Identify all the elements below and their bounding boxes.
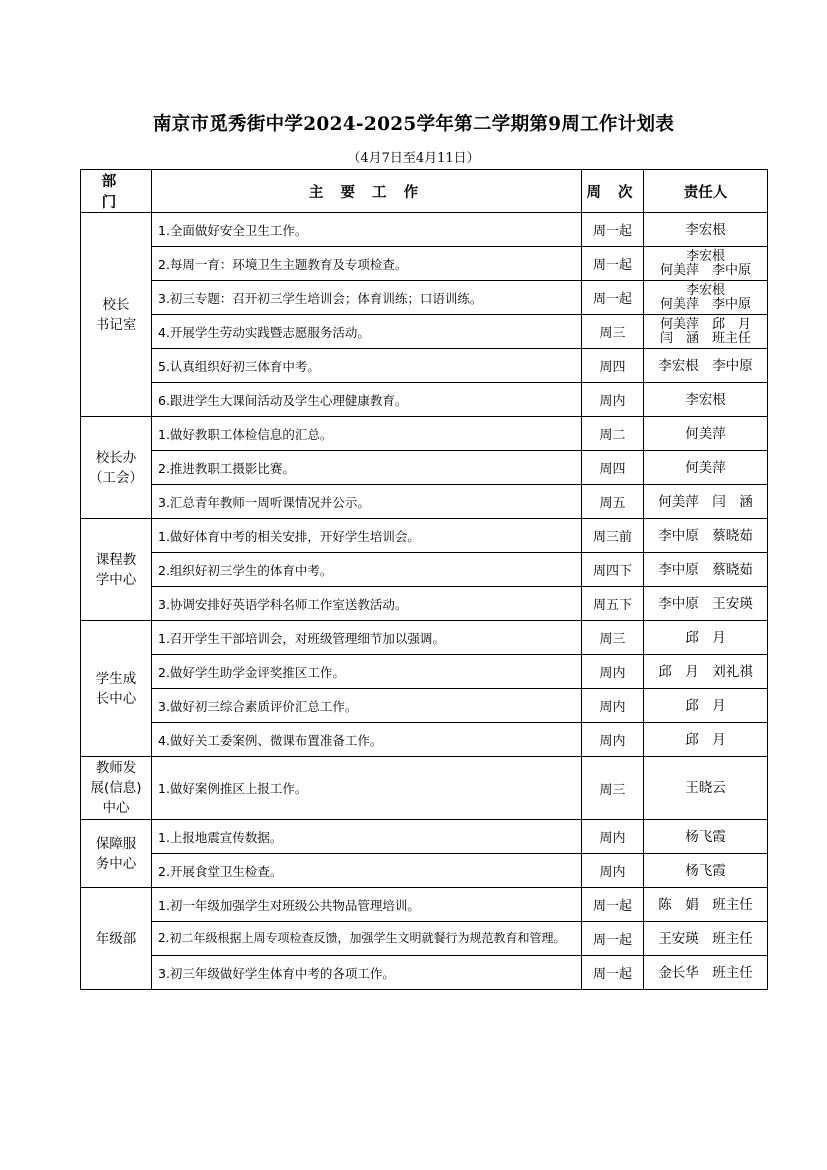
table-row [81, 621, 768, 655]
table-row [81, 315, 768, 349]
work-item-cell: 1.做好体育中考的相关安排，开好学生培训会。 [152, 519, 582, 553]
table-row [81, 281, 768, 315]
department-cell: 校长办 （工会） [81, 417, 152, 519]
week-cell: 周三 [582, 621, 644, 655]
table-row [81, 689, 768, 723]
responsible-person-cell: 邱 月 [644, 723, 768, 757]
responsible-person-cell: 杨飞霞 [644, 854, 768, 888]
week-cell: 周四 [582, 451, 644, 485]
table-row [81, 417, 768, 451]
responsible-person-cell: 何美萍 [644, 417, 768, 451]
week-cell: 周三 [582, 315, 644, 349]
responsible-person-cell: 李中原 王安瑛 [644, 587, 768, 621]
responsible-person-cell: 李宏根 [644, 213, 768, 247]
table-row [81, 757, 768, 820]
work-item-cell: 1.做好教职工体检信息的汇总。 [152, 417, 582, 451]
table-row [81, 213, 768, 247]
responsible-person-cell: 李宏根 李中原 [644, 349, 768, 383]
week-cell: 周一起 [582, 213, 644, 247]
week-cell: 周内 [582, 655, 644, 689]
table-row [81, 383, 768, 417]
week-cell: 周一起 [582, 922, 644, 956]
table-row [81, 485, 768, 519]
responsible-person-cell: 邱 月 [644, 621, 768, 655]
week-cell: 周一起 [582, 247, 644, 281]
table-row [81, 922, 768, 956]
week-cell: 周内 [582, 854, 644, 888]
responsible-person-cell: 李宏根 [644, 383, 768, 417]
department-cell: 学生成 长中心 [81, 621, 152, 757]
work-item-cell: 6.跟进学生大课间活动及学生心理健康教育。 [152, 383, 582, 417]
week-cell: 周一起 [582, 888, 644, 922]
header-person: 责任人 [644, 170, 768, 213]
department-cell: 校长 书记室 [81, 213, 152, 417]
responsible-person-cell: 何美萍 邱 月 闫 涵 班主任 [644, 315, 768, 349]
table-row [81, 820, 768, 854]
work-item-cell: 3.初三年级做好学生体育中考的各项工作。 [152, 956, 582, 990]
week-cell: 周四 [582, 349, 644, 383]
work-item-cell: 3.做好初三综合素质评价汇总工作。 [152, 689, 582, 723]
week-cell: 周内 [582, 689, 644, 723]
work-item-cell: 1.做好案例推区上报工作。 [152, 757, 582, 820]
work-item-cell: 2.开展食堂卫生检查。 [152, 854, 582, 888]
responsible-person-cell: 金长华 班主任 [644, 956, 768, 990]
week-cell: 周一起 [582, 956, 644, 990]
work-item-cell: 4.做好关工委案例、微课布置准备工作。 [152, 723, 582, 757]
table-row [81, 723, 768, 757]
work-item-cell: 3.汇总青年教师一周听课情况并公示。 [152, 485, 582, 519]
week-cell: 周三 [582, 757, 644, 820]
responsible-person-cell: 杨飞霞 [644, 820, 768, 854]
department-cell: 保障服 务中心 [81, 820, 152, 888]
table-row [81, 655, 768, 689]
responsible-person-cell: 李宏根 何美萍 李中原 [644, 247, 768, 281]
week-cell: 周内 [582, 820, 644, 854]
responsible-person-cell: 王安瑛 班主任 [644, 922, 768, 956]
table-row [81, 587, 768, 621]
header-work: 主 要 工 作 [152, 170, 582, 213]
week-cell: 周一起 [582, 281, 644, 315]
work-item-cell: 1.全面做好安全卫生工作。 [152, 213, 582, 247]
work-item-cell: 1.初一年级加强学生对班级公共物品管理培训。 [152, 888, 582, 922]
responsible-person-cell: 何美萍 闫 涵 [644, 485, 768, 519]
table-row [81, 956, 768, 990]
work-item-cell: 2.初二年级根据上周专项检查反馈，加强学生文明就餐行为规范教育和管理。 [152, 922, 582, 956]
work-item-cell: 4.开展学生劳动实践暨志愿服务活动。 [152, 315, 582, 349]
week-cell: 周五下 [582, 587, 644, 621]
responsible-person-cell: 李中原 蔡晓茹 [644, 553, 768, 587]
responsible-person-cell: 李中原 蔡晓茹 [644, 519, 768, 553]
work-item-cell: 2.每周一育：环境卫生主题教育及专项检查。 [152, 247, 582, 281]
table-row [81, 854, 768, 888]
table-row [81, 888, 768, 922]
table-header-row [81, 170, 768, 213]
work-item-cell: 1.上报地震宣传数据。 [152, 820, 582, 854]
week-cell: 周五 [582, 485, 644, 519]
week-cell: 周二 [582, 417, 644, 451]
table-row [81, 519, 768, 553]
responsible-person-cell: 陈 娟 班主任 [644, 888, 768, 922]
responsible-person-cell: 邱 月 刘礼祺 [644, 655, 768, 689]
table-body [81, 213, 768, 990]
responsible-person-cell: 王晓云 [644, 757, 768, 820]
week-cell: 周三前 [582, 519, 644, 553]
work-item-cell: 2.组织好初三学生的体育中考。 [152, 553, 582, 587]
page-title: 南京市觅秀街中学2024-2025学年第二学期第9周工作计划表 [152, 114, 675, 135]
responsible-person-cell: 何美萍 [644, 451, 768, 485]
table-row [81, 451, 768, 485]
week-cell: 周内 [582, 723, 644, 757]
work-item-cell: 3.协调安排好英语学科名师工作室送教活动。 [152, 587, 582, 621]
week-cell: 周内 [582, 383, 644, 417]
work-item-cell: 2.推进教职工摄影比赛。 [152, 451, 582, 485]
week-cell: 周四下 [582, 553, 644, 587]
responsible-person-cell: 李宏根 何美萍 李中原 [644, 281, 768, 315]
responsible-person-cell: 邱 月 [644, 689, 768, 723]
header-week: 周 次 [582, 170, 644, 213]
table-row [81, 247, 768, 281]
table-row [81, 349, 768, 383]
date-range: （4月7日至4月11日） [347, 151, 480, 166]
work-plan-table [80, 169, 768, 990]
work-item-cell: 2.做好学生助学金评奖推区工作。 [152, 655, 582, 689]
work-item-cell: 3.初三专题：召开初三学生培训会；体育训练；口语训练。 [152, 281, 582, 315]
department-cell: 年级部 [81, 888, 152, 990]
header-dept: 部 门 [81, 170, 152, 213]
department-cell: 教师发 展(信息) 中心 [81, 757, 152, 820]
table-row [81, 553, 768, 587]
work-item-cell: 5.认真组织好初三体育中考。 [152, 349, 582, 383]
work-item-cell: 1.召开学生干部培训会，对班级管理细节加以强调。 [152, 621, 582, 655]
department-cell: 课程教 学中心 [81, 519, 152, 621]
